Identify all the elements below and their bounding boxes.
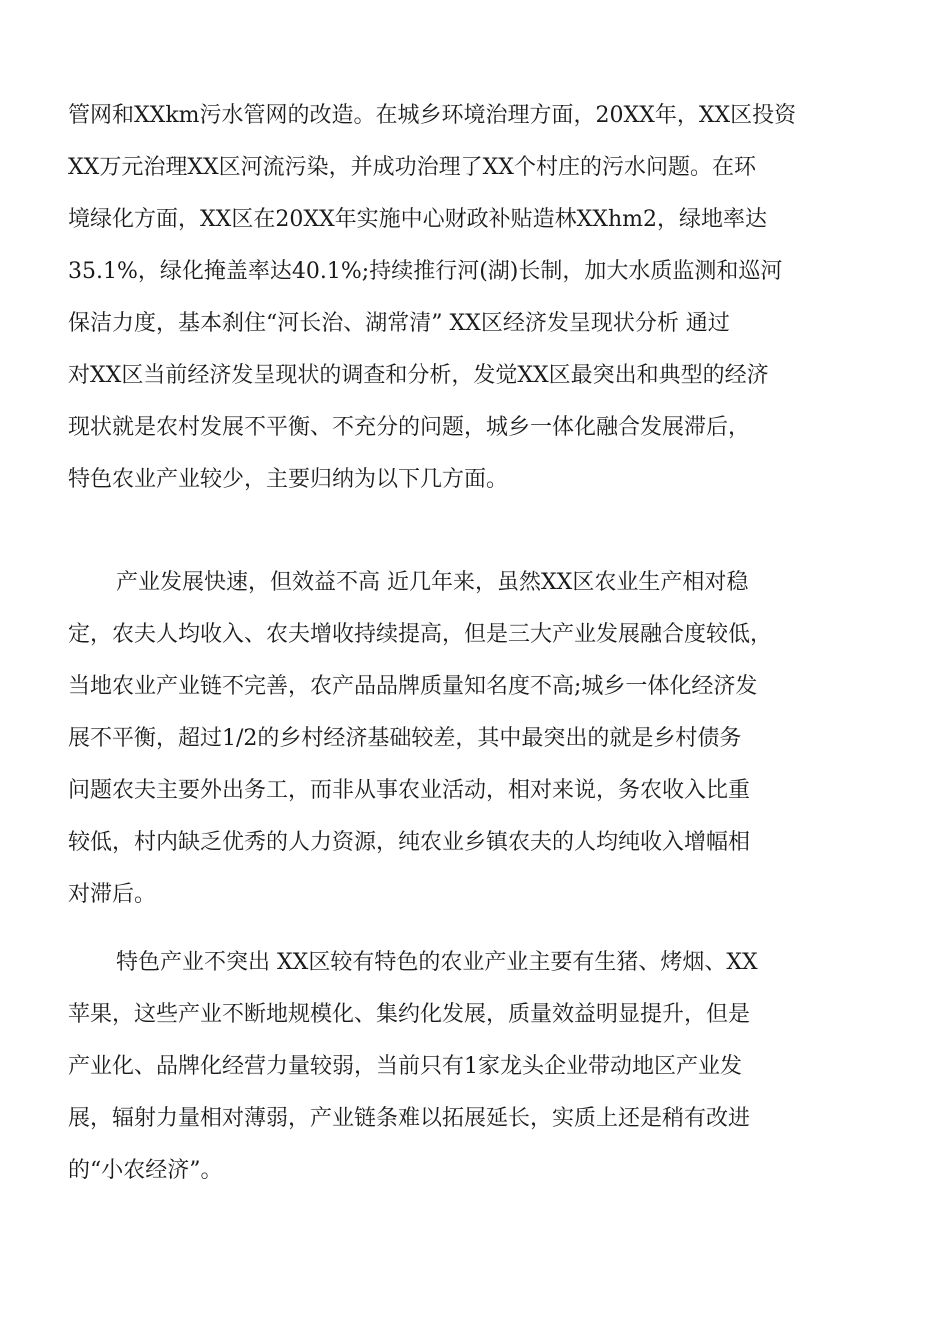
text-line: XX万元治理XX区河流污染，并成功治理了XX个村庄的污水问题。在环 — [68, 155, 756, 180]
text-line: 特色产业不突出 XX区较有特色的农业产业主要有生猪、烤烟、XX — [116, 950, 758, 975]
text-line: 定，农夫人均收入、农夫增收持续提高，但是三大产业发展融合度较低， — [68, 622, 773, 647]
text-line: 问题农夫主要外出务工，而非从事农业活动，相对来说，务农收入比重 — [68, 778, 751, 803]
text-line: 对滞后。 — [68, 882, 157, 907]
text-line: 境绿化方面，XX区在20XX年实施中心财政补贴造林XXhm2，绿地率达 — [68, 207, 767, 232]
text-line: 特色农业产业较少，主要归纳为以下几方面。 — [68, 467, 509, 492]
text-line: 的“小农经济”。 — [68, 1158, 223, 1183]
paragraph-2 — [68, 557, 892, 921]
text-line: 产业化、品牌化经营力量较弱，当前只有1家龙头企业带动地区产业发 — [68, 1054, 742, 1079]
text-line: 苹果，这些产业不断地规模化、集约化发展，质量效益明显提升，但是 — [68, 1002, 751, 1027]
text-line: 展，辐射力量相对薄弱，产业链条难以拓展延长，实质上还是稍有改进 — [68, 1106, 751, 1131]
paragraph-1 — [68, 90, 892, 506]
text-line: 35.1%，绿化掩盖率达40.1%;持续推行河(湖)长制，加大水质监测和巡河 — [68, 259, 783, 284]
text-line: 对XX区当前经济发呈现状的调查和分析，发觉XX区最突出和典型的经济 — [68, 363, 769, 388]
text-line: 现状就是农村发展不平衡、不充分的问题，城乡一体化融合发展滞后， — [68, 415, 751, 440]
paragraph-3 — [68, 937, 892, 1197]
text-line: 保洁力度，基本刹住“河长治、湖常清” XX区经济发呈现状分析 通过 — [68, 311, 730, 336]
text-line: 较低，村内缺乏优秀的人力资源，纯农业乡镇农夫的人均纯收入增幅相 — [68, 830, 751, 855]
text-line: 产业发展快速，但效益不高 近几年来，虽然XX区农业生产相对稳 — [116, 570, 749, 595]
text-line: 当地农业产业链不完善，农产品品牌质量知名度不高;城乡一体化经济发 — [68, 674, 758, 699]
text-line: 展不平衡，超过1/2的乡村经济基础较差，其中最突出的就是乡村债务 — [68, 726, 742, 751]
text-line: 管网和XXkm污水管网的改造。在城乡环境治理方面，20XX年，XX区投资 — [68, 103, 797, 128]
